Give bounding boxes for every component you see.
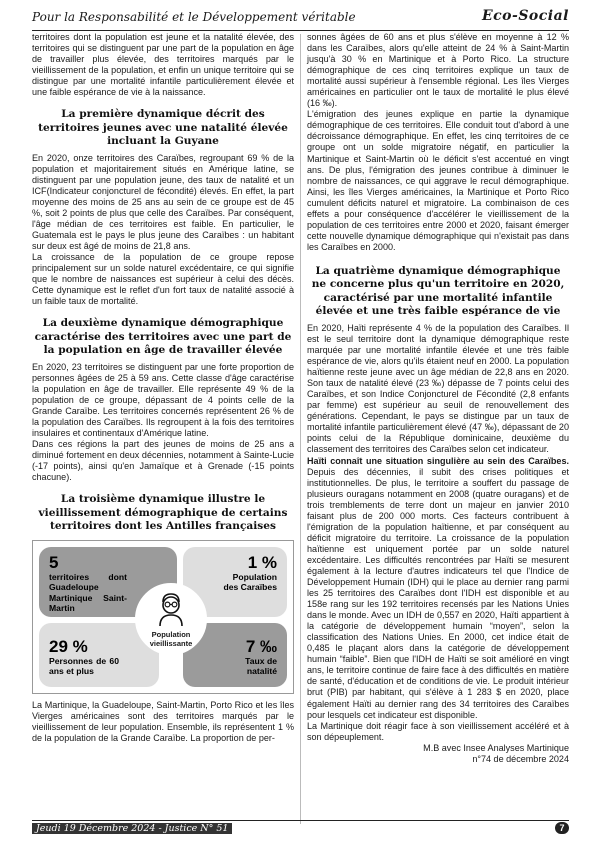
birth-rate-value: 7 ‰ — [245, 636, 277, 656]
column-divider — [300, 34, 301, 824]
section3-heading: La troisième dynamique illustre le vieillissement démographique de certains territoires dont les Antilles françaises — [38, 493, 288, 533]
section4-heading: La quatrième dynamique démographique ne concerne plus qu'un territoire en 2020, caractérisé par une mortalité infantile élevée et une très faible espérance de vie — [311, 264, 565, 318]
intro-paragraph: territoires dont la population est jeune et la natalité élevée, des territoires qui se distinguent par une part de la population en âge de travailler plus élevée, des territoires marqués par le vieillissement de la population, et enfin un unique territoire qui se distingue par une mortalité infantile particulièrement élevée et une faible espérance de vie à la naissance. — [32, 32, 294, 98]
right-paragraph-2: L'émigration des jeunes explique en partie la dynamique démographique de ces territoires. Elle conduit tout d'abord à une décroissance démographique. En effet, les cinq territoires de ce groupe ont un solde migratoire négatif, en particulier la Martinique et Saint-Martin où le déficit s'est accentué en vingt ans. De plus, l'émigration des jeunes contribue à diminuer le nombre de naissances, ce qui aggrave le recul démographique. Ainsi, les îles Vierges américaines, la Martinique et Porto Rico cumulent déficits naturel et migratoire. La combinaison de ces effets a pour conséquence d'accélérer le vieillissement de la population de ces territoires entre 2000 et 2020, faisant émerger cette nouvelle dynamique démographique qui n'existait pas dans les Caraïbes en 2000. — [307, 109, 569, 252]
section1-paragraph-1: En 2020, onze territoires des Caraïbes, regroupant 69 % de la population et majoritairement situés en Amérique latine, se distinguent par une population jeune, des taux de natalité et un ICF(Indicateur conjoncturel de fécondité) élevés. En effet, la part moyenne des moins de 25 ans au sein de ce groupe est de 45 %, soit 2 points de plus que celle des Caraïbes. Par conséquent, l'âge médian de ces territoires est faible. En particulier, le Guatemala est le pays le plus jeune des Caraïbes : un habitant sur deux est âgé de moins de 21,8 ans. — [32, 152, 294, 252]
elderly-person-icon — [158, 592, 184, 626]
page-header — [32, 8, 569, 31]
haiti-bold-lead: Haïti connaît une situation singulière au sein des Caraïbes. — [307, 455, 569, 466]
section2-heading: La deuxième dynamique démographique caractérise des territoires avec une part de la population en âge de travailler élevée — [34, 317, 292, 357]
population-share-label: Population des Caraïbes — [223, 571, 277, 593]
right-column — [307, 32, 569, 765]
elderly-share-label: Personnes de 60 ans et plus — [49, 655, 119, 677]
signature-line-2: n°74 de décembre 2024 — [472, 753, 569, 764]
aging-infographic — [32, 540, 294, 694]
elderly-share-value: 29 % — [49, 636, 88, 656]
header-tagline: Pour la Responsabilité et le Développement véritable — [32, 10, 356, 24]
section1-heading: La première dynamique décrit des territoires jeunes avec une natalité élevée incluant la Guyane — [38, 108, 288, 148]
territories-value: 5 — [49, 552, 59, 572]
footer-issue-info: Jeudi 19 Décembre 2024 - Justice N° 51 — [32, 823, 232, 834]
section2-paragraph-2: Dans ces régions la part des jeunes de moins de 25 ans a diminué fortement en deux décennies, notamment à Sainte-Lucie (-17 points), ainsi qu'en Jamaïque et à Grenade (-15 points chacune). — [32, 439, 294, 483]
section4-paragraph-1: En 2020, Haïti représente 4 % de la population des Caraïbes. Il est le seul territoire dont la dynamique démographique reste marquée par une mortalité infantile élevée et une très faible espérance de vie, alors qu'ils étaient neuf en 2000. La population haïtienne reste jeune avec un âge médian de 22,8 ans en 2020. Son taux de natalité élevé (23 ‰) dépasse de 7 points celui des Caraïbes, et son Indice Conjoncturel de Fécondité (2,8 enfants par femme) est supérieur au seuil de renouvellement des générations. Cependant, le pays se distingue par un taux de mortalité infantile particulièrement élevé (47 ‰), dépassant de 20 points celui de la République dominicaine, deuxième du classement des territoires des Caraïbes selon cet indicateur. — [307, 322, 569, 455]
section-title: Eco-Social — [481, 8, 569, 24]
page-footer — [32, 820, 569, 835]
signature-line-1: M.B avec Insee Analyses Martinique — [423, 742, 569, 753]
left-column — [32, 32, 294, 744]
conclusion-paragraph: La Martinique doit réagir face à son vieillissement accéléré et à son dépeuplement. — [307, 720, 569, 742]
haiti-paragraph-body: Depuis des décennies, il subit des crises politiques et institutionnelles. De plus, le territoire a souffert du passage de plusieurs ouragans notamment en 2008 (quatre ouragans) et de trois tremblements de terre dont un majeur en janvier 2010 faisant plus de 200 000 morts. Ces facteurs contribuent à l'émigration de la population haïtienne, et par conséquent au déficit migratoire du territoire. La croissance de la population haïtienne est uniquement portée par un solde naturel excédentaire. Les difficultés rencontrées par Haïti se mesurent également à la lecture d'autres indicateurs tel que l'Indice de Développement Humain (IDH) qui le place au dernier rang parmi les 25 territoires des Caraïbes dont l'IDH est disponible et au 158e rang sur les 192 territoires recensés par les Nations Unies dans le monde. Avec un IDH de 0,557 en 2020, Haïti appartient à la catégorie de développement humain “moyen”, selon la classification des Nations Unies. En 2000, cet indice était de 0,485 le plaçant alors dans la catégorie de développement humain “faible”. Bien que l'IDH de Haïti se soit amélioré en vingt ans, le territoire continue de faire face à des difficultés en matière de santé, d'éducation et de conditions de vie. Le produit intérieur brut (PIB) par habitant, qui s'élève à 1 283 $ en 2020, place également Haïti au dernier rang des 34 territoires des Caraïbes pour lesquels cet indicateur est disponible. — [307, 466, 569, 720]
infographic-center — [135, 583, 207, 655]
section4-paragraph-2 — [307, 456, 569, 721]
section1-paragraph-2: La croissance de la population de ce groupe repose principalement sur un solde naturel excédentaire, ce qui signifie que le nombre de naissances est supérieur à celui des décès. Cette dynamique est le reflet d'un fort taux de natalité associé à un faible taux de mortalité. — [32, 252, 294, 307]
right-paragraph-1: sonnes âgées de 60 ans et plus s'élève en moyenne à 12 % dans les Caraïbes, alors qu'elle atteint de 24 % à Saint-Martin jusqu'à 30 % en Martinique et à Porto Rico. La structure démographique de ces cinq territoires explique un taux de mortalité aussi supérieur à l'ensemble régional. Les îles Vierges américaines en particulier ont le taux de mortalité le plus élevé (16 ‰). — [307, 32, 569, 109]
section2-paragraph-1: En 2020, 23 territoires se distinguent par une forte proportion de personnes âgées de 25 à 59 ans. Cette classe d'âge caractérise la population en âge de travailler. Elle représente 49 % de la population de ce groupe, dépassant de 4 points celle de la Grande Caraïbe. Les territoires concernés représentent 26 % de la population des Caraïbes. Ils regroupent à la fois des territoires insulaires et continentaux d'Amérique latine. — [32, 361, 294, 439]
page-number: 7 — [555, 822, 569, 834]
territories-label: territoires dont Guadeloupe Martinique Saint-Martin — [49, 571, 127, 614]
center-label: Population vieillissante — [149, 629, 193, 648]
birth-rate-label: Taux de natalité — [245, 655, 277, 677]
population-share-value: 1 % — [247, 552, 277, 572]
section3-paragraph-1: La Martinique, la Guadeloupe, Saint-Martin, Porto Rico et les îles Vierges américaines sont des territoires marqués par le vieillissement de leur population. Ensemble, ils représentent 1 % de la population de la Grande Caraïbe. La proportion de per- — [32, 699, 294, 744]
